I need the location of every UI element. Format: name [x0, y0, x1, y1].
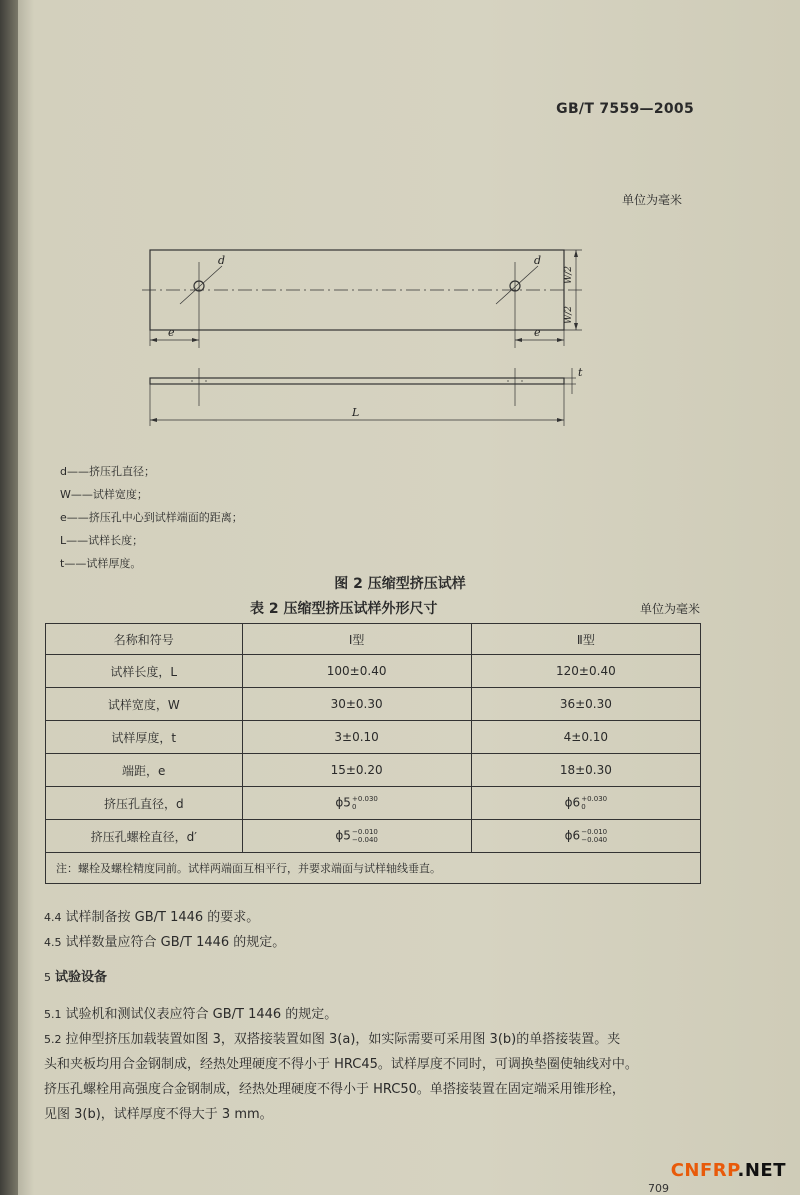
- clause-number: 5.1: [44, 1008, 62, 1021]
- cell-type1: [242, 820, 471, 853]
- tolerance-lower: −0.040: [581, 836, 608, 844]
- tolerance-upper: −0.010: [351, 828, 378, 836]
- clause-5-2-continued: 挤压孔螺栓用高强度合金钢制成，经热处理硬度不得小于 HRC50。单搭接装置在固定端采用锥形栓，: [44, 1082, 625, 1097]
- cell-name: 挤压孔螺栓直径，d′: [46, 820, 243, 853]
- label-e-right: e: [534, 326, 541, 339]
- cell-type2: 18±0.30: [471, 754, 700, 787]
- cell-type1: 100±0.40: [242, 655, 471, 688]
- clause-number: 4.4: [44, 911, 62, 924]
- label-t: t: [578, 366, 583, 379]
- header-type1: Ⅰ型: [242, 624, 471, 655]
- clause-text: 试样制备按 GB/T 1446 的要求。: [65, 910, 260, 925]
- tolerance-lower: −0.040: [351, 836, 378, 844]
- tolerance-base: ϕ5: [335, 828, 351, 843]
- figure-legend: [60, 460, 243, 575]
- cell-type1: 30±0.30: [242, 688, 471, 721]
- cell-type2: 36±0.30: [471, 688, 700, 721]
- clause-5-1: [44, 1003, 337, 1022]
- header-name: 名称和符号: [46, 624, 243, 655]
- table-note: 注：螺栓及螺栓精度同前。试样两端面互相平行，并要求端面与试样轴线垂直。: [46, 853, 701, 884]
- label-d-right: d: [534, 254, 542, 267]
- table-row: [46, 688, 701, 721]
- standard-number: GB/T 7559—2005: [556, 101, 694, 117]
- table-row: [46, 655, 701, 688]
- cell-name: 试样宽度，W: [46, 688, 243, 721]
- label-w-half-top: W/2: [564, 265, 574, 284]
- tolerance-lower: 0: [351, 803, 357, 811]
- cell-type2: 120±0.40: [471, 655, 700, 688]
- legend-item: W——试样宽度；: [60, 488, 148, 501]
- clause-4-5: [44, 931, 285, 950]
- table-caption: 表 2 压缩型挤压试样外形尺寸: [250, 601, 438, 617]
- figure-unit-note: 单位为毫米: [621, 193, 682, 207]
- figure-caption: 图 2 压缩型挤压试样: [334, 576, 466, 592]
- clause-number: 4.5: [44, 936, 62, 949]
- clause-number: 5.2: [44, 1033, 62, 1046]
- tolerance-base: ϕ5: [335, 795, 351, 810]
- tolerance-upper: +0.030: [581, 795, 608, 803]
- legend-item: e——挤压孔中心到试样端面的距离；: [60, 511, 243, 524]
- cell-type2: [471, 820, 700, 853]
- clause-5-2: [44, 1028, 620, 1047]
- book-spine-shadow: [0, 0, 18, 1195]
- header-type2: Ⅱ型: [471, 624, 700, 655]
- legend-item: L——试样长度；: [60, 534, 144, 547]
- table-unit-note: 单位为毫米: [639, 602, 700, 616]
- table-row-hole-diameter: [46, 787, 701, 820]
- specimen-top-view: [150, 250, 564, 330]
- cell-type1: [242, 787, 471, 820]
- page-number: 709: [648, 1182, 669, 1195]
- legend-item: t——试样厚度。: [60, 557, 142, 570]
- table-row-bolt-diameter: [46, 820, 701, 853]
- dimension-table: [45, 623, 701, 884]
- cell-type1: 3±0.10: [242, 721, 471, 754]
- tolerance-upper: +0.030: [351, 795, 378, 803]
- cell-name: 端距，e: [46, 754, 243, 787]
- tolerance-base: ϕ6: [564, 828, 581, 843]
- label-L: L: [352, 406, 360, 419]
- clause-4-4: [44, 906, 259, 925]
- table-row: [46, 721, 701, 754]
- label-d-left: d: [218, 254, 226, 267]
- table-header-row: [46, 624, 701, 655]
- clause-text: 试验机和测试仪表应符合 GB/T 1446 的规定。: [65, 1007, 338, 1022]
- tolerance-upper: −0.010: [581, 828, 608, 836]
- clause-text: 拉伸型挤压加载装置如图 3，双搭接装置如图 3(a)，如实际需要可采用图 3(b)的单搭接装置。夹: [65, 1032, 621, 1047]
- table-note-row: [46, 853, 701, 884]
- cell-name: 试样长度，L: [46, 655, 243, 688]
- cell-name: 试样厚度，t: [46, 721, 243, 754]
- cell-type1: 15±0.20: [242, 754, 471, 787]
- clause-5-2-continued: 头和夹板均用合金钢制成，经热处理硬度不得小于 HRC45。试样厚度不同时，可调换垫圈使轴线对中。: [44, 1057, 638, 1072]
- watermark-logo: CNFRP.NET: [670, 1160, 786, 1181]
- tolerance-lower: 0: [581, 803, 586, 811]
- tolerance-base: ϕ6: [564, 795, 581, 810]
- specimen-drawing: [130, 238, 590, 438]
- cell-type2: 4±0.10: [471, 721, 700, 754]
- section-title: 试验设备: [55, 970, 108, 985]
- clause-text: 试样数量应符合 GB/T 1446 的规定。: [65, 935, 286, 950]
- section-number: 5: [44, 971, 51, 984]
- label-w-half-bottom: W/2: [564, 305, 574, 324]
- legend-item: d——挤压孔直径；: [60, 465, 155, 478]
- specimen-side-view: [150, 378, 564, 384]
- label-e-left: e: [168, 326, 175, 339]
- clause-5-2-continued: 见图 3(b)，试样厚度不得大于 3 mm。: [44, 1107, 273, 1122]
- section-5-heading: [44, 966, 107, 985]
- cell-type2: [471, 787, 700, 820]
- table-row: [46, 754, 701, 787]
- cell-name: 挤压孔直径，d: [46, 787, 243, 820]
